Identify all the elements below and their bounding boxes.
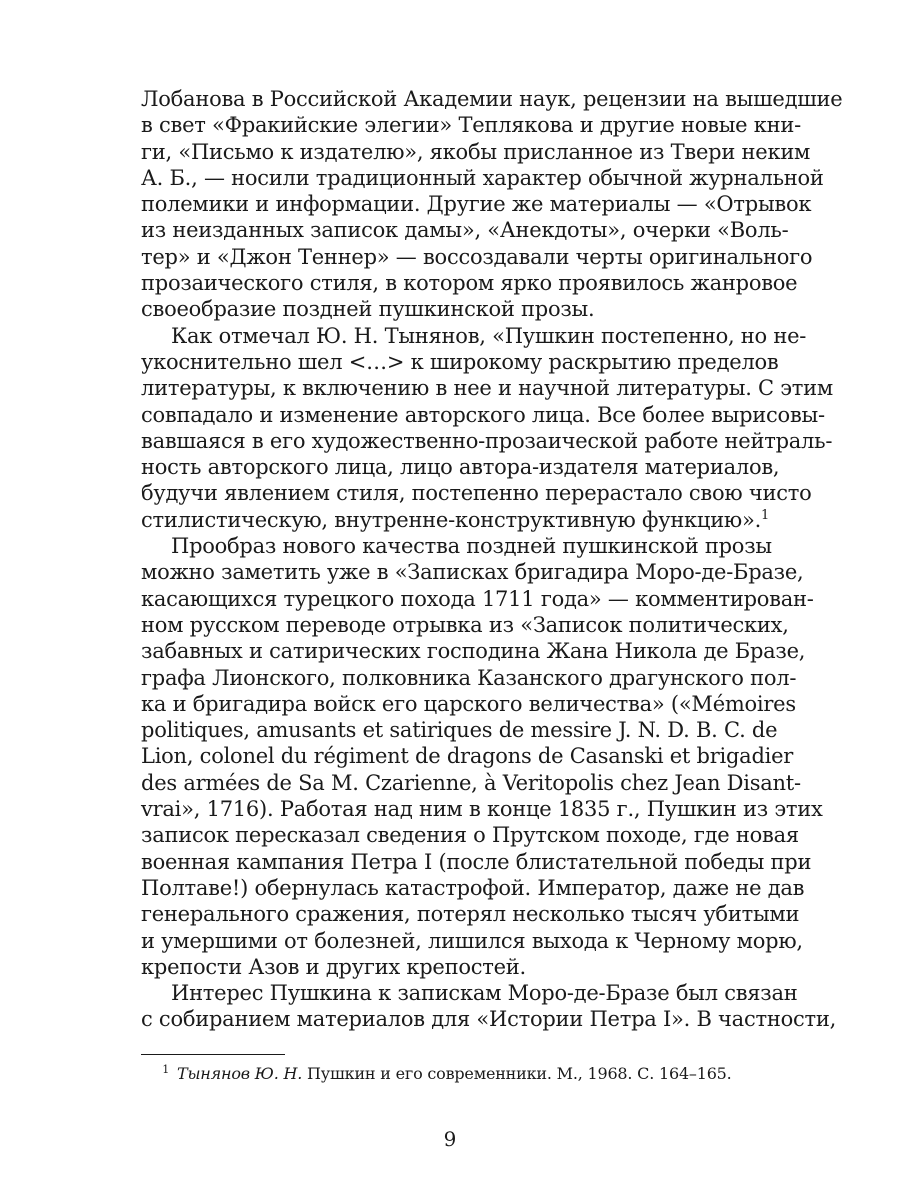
text-line: Прообраз нового качества поздней пушкинской прозы <box>171 534 772 559</box>
text-line: ность авторского лица, лицо автора-издателя материалов, <box>141 455 780 480</box>
text-line: забавных и сатирических господина Жана Никола де Бразе, <box>141 639 806 664</box>
text-line: генерального сражения, потерял несколько тысяч убитыми <box>141 902 800 927</box>
text-line: крепости Азов и других крепостей. <box>141 954 526 979</box>
text-line: ном русском переводе отрывка из «Записок политических, <box>141 612 789 637</box>
text-line: vrai», 1716). Работая над ним в конце 1835 г., Пушкин из этих <box>141 797 823 822</box>
text-line <box>141 507 770 533</box>
page-number: 9 <box>443 1127 457 1151</box>
text-line: укоснительно шел <…> к широкому раскрытию пределов <box>141 349 779 374</box>
text-line: в свет «Фракийские элегии» Теплякова и другие новые кни- <box>141 113 801 138</box>
text-line: Как отмечал Ю. Н. Тынянов, «Пушкин постепенно, но не- <box>171 323 807 348</box>
text-line: литературы, к включению в нее и научной литературы. С этим <box>141 376 834 401</box>
text-line: des armées de Sa M. Czarienne, à Veritopolis chez Jean Disant- <box>141 770 801 795</box>
text-line: своеобразие поздней пушкинской прозы. <box>141 297 595 322</box>
footnote-author: Тынянов Ю. Н. <box>177 1064 303 1083</box>
text-line: совпадало и изменение авторского лица. Все более вырисовы- <box>141 402 825 427</box>
text-line: с собиранием материалов для «Истории Петра I». В частности, <box>141 1007 837 1032</box>
footnote-reference[interactable]: 1 <box>761 507 770 523</box>
text-line: касающихся турецкого похода 1711 года» — комментирован- <box>141 586 814 611</box>
text-line: из неизданных записок дамы», «Анекдоты», очерки «Воль- <box>141 218 789 243</box>
text-line: Lion, colonel du régiment de dragons de Casanski et brigadier <box>141 744 794 769</box>
text-line: Лобанова в Российской Академии наук, рецензии на вышедшие <box>141 87 843 111</box>
footnote: 1 Тынянов Ю. Н. Пушкин и его современники. М., 1968. С. 164–165. <box>162 1062 732 1083</box>
text-line: ка и бригадира войск его царского величества» («Mémoires <box>141 691 796 716</box>
text-line: politiques, amusants et satiriques de messire J. N. D. B. C. de <box>141 718 778 743</box>
text-line: прозаического стиля, в котором ярко проявилось жанровое <box>141 271 798 296</box>
text-line: ги, «Письмо к издателю», якобы присланное из Твери неким <box>141 139 811 164</box>
main-text <box>141 86 843 1033</box>
text-line: можно заметить уже в «Записках бригадира Моро-де-Бразе, <box>141 560 804 585</box>
text-line: записок пересказал сведения о Прутском походе, где новая <box>141 823 799 848</box>
text-line: тер» и «Джон Теннер» — воссоздавали черты оригинального <box>141 244 813 269</box>
text-line: вавшаяся в его художественно-прозаической работе нейтраль- <box>141 428 833 453</box>
text-line: военная кампания Петра I (после блистательной победы при <box>141 849 812 874</box>
text-line: Интерес Пушкина к запискам Моро-де-Бразе был связан <box>171 981 798 1006</box>
footnote-divider <box>141 1054 285 1055</box>
text-line: Полтаве!) обернулась катастрофой. Император, даже не дав <box>141 875 805 900</box>
text-line: графа Лионского, полковника Казанского драгунского пол- <box>141 665 797 690</box>
text-line: и умершими от болезней, лишился выхода к Черному морю, <box>141 928 803 953</box>
text-line-content: стилистическую, внутренне-конструктивную функцию». <box>141 507 761 532</box>
text-line: полемики и информации. Другие же материалы — «Отрывок <box>141 192 812 217</box>
text-line: будучи явлением стиля, постепенно перерастало свою чисто <box>141 481 812 506</box>
text-line: А. Б., — носили традиционный характер обычной журнальной <box>141 165 824 190</box>
footnote-text: Пушкин и его современники. М., 1968. С. 164–165. <box>302 1064 732 1083</box>
